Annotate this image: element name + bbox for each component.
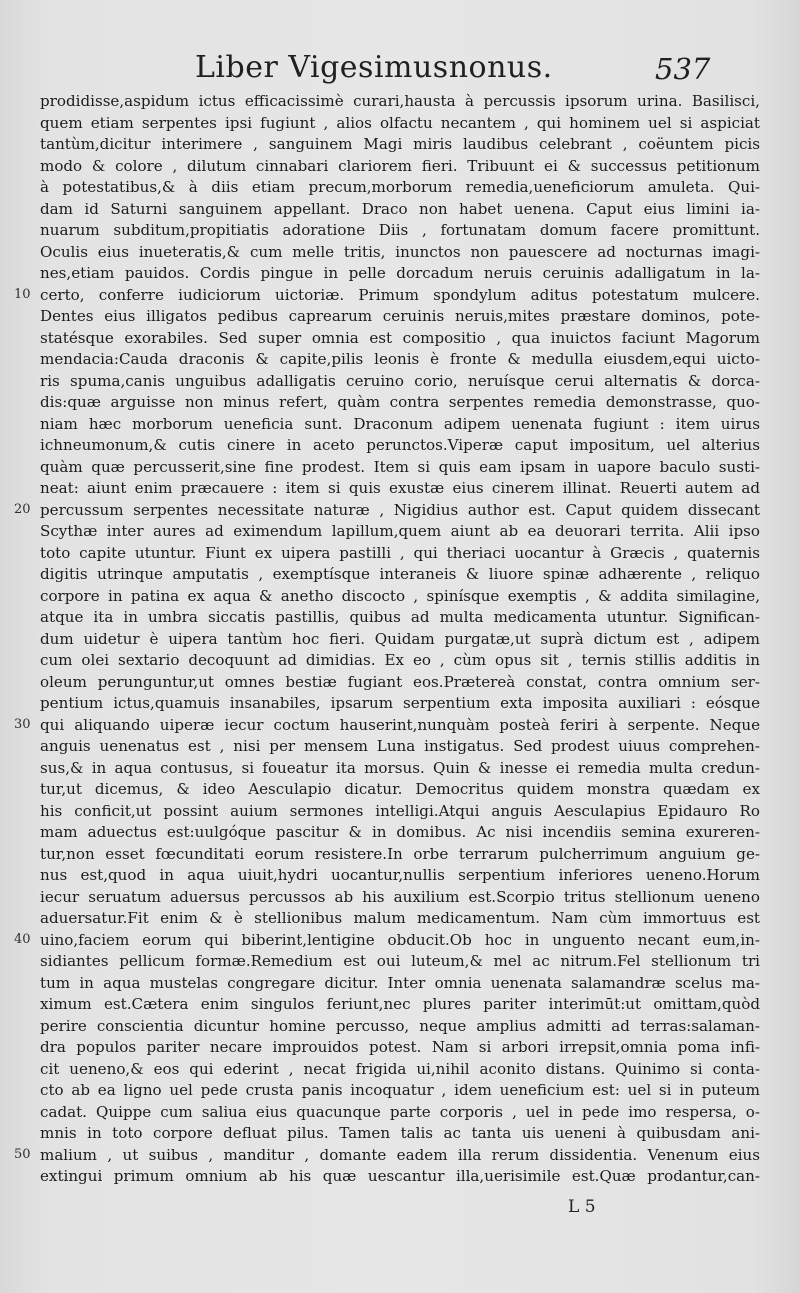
text-line: anguis uenenatus est , nisi per mensem Luna instigatus. Sed prodest uiuus comprehen- [40,737,760,755]
text-line: neat: aiunt enim præcauere : item si quis exustæ eius cinerem illinat. Reuerti autem ad [40,479,760,497]
text-line: sidiantes pellicum formæ.Remedium est oui luteum,& mel ac nitrum.Fel stellionum tri [40,952,760,970]
line-number: 10 [14,287,31,302]
page-number: 537 [655,52,711,86]
text-line: iecur seruatum aduersus percussos ab his auxilium est.Scorpio tritus stellionum ueneno [40,887,760,906]
text-line: cadat. Quippe cum saliua eius quacunque parte corporis , uel in pede imo respersa, o- [40,1102,760,1121]
running-head [0,50,800,94]
text-line: extingui primum omnium ab his quæ uescantur illa,uerisimile est.Quæ prodantur,can- [40,1167,760,1185]
text-line: digitis utrinque amputatis , exemptísque interaneis & liuore spinæ adhærente , reliquo [40,565,760,583]
text-line: mendacia:Cauda draconis & capite,pilis leonis è fronte & medulla eiusdem,equi uicto- [40,350,760,368]
text-line: Oculis eius inueteratis,& cum melle tritis, inunctos non pauescere ad nocturnas imagi- [40,242,760,261]
text-line: aduersatur.Fit enim & è stellionibus malum medicamentum. Nam cùm immortuus est [40,909,760,927]
text-line: sus,& in aqua contusus, si foueatur ita morsus. Quin & inesse ei remedia multa credun- [40,758,760,777]
line-number: 30 [14,717,31,732]
text-line: mnis in toto corpore defluat pilus. Tamen talis ac tanta uis ueneni à quibusdam ani- [40,1124,760,1142]
text-line: malium , ut suibus , manditur , domante eadem illa rerum dissidentia. Venenum eius [40,1145,760,1164]
text-line: dum uidetur è uipera tantùm hoc fieri. Quidam purgatæ,ut suprà dictum est , adipem [40,629,760,648]
text-line: toto capite utuntur. Fiunt ex uipera pastilli , qui theriaci uocantur à Græcis , quaternis [40,543,760,562]
text-line: his conficit,ut possint auium sermones intelligi.Atqui anguis Aesculapius Epidauro Ro [40,801,760,820]
text-line: cit ueneno,& eos qui ederint , necat frigida ui,nihil aconito distans. Quinimo si conta- [40,1059,760,1078]
line-number: 50 [14,1147,31,1162]
text-line: qui aliquando uiperæ iecur coctum hauserint,nunquàm posteà feriri à serpente. Neque [40,715,760,734]
text-line: dam id Saturni sanguinem appellant. Draco non habet uenena. Caput eius limini ia- [40,199,760,218]
text-line: quem etiam serpentes ipsi fugiunt , alios olfactu necantem , qui hominem uel si aspiciat [40,113,760,132]
text-line: tur,ut dicemus, & ideo Aesculapio dicatur. Democritus quidem monstra quædam ex [40,780,760,798]
text-line: mam aduectus est:uulgóque pascitur & in domibus. Ac nisi incendiis semina exureren- [40,823,760,841]
text-line: quàm quæ percusserit,sine fine prodest. Item si quis eam ipsam in uapore baculo susti- [40,457,760,476]
text-line: pentium ictus,quamuis insanabiles, ipsarum serpentium exta imposita auxiliari : eósque [40,694,760,712]
text-line: corpore in patina ex aqua & anetho discocto , spinísque exemptis , & addita similagine, [40,586,760,605]
text-line: tum in aqua mustelas congregare dicitur. Inter omnia uenenata salamandræ scelus ma- [40,973,760,992]
text-line: percussum serpentes necessitate naturæ , Nigidius author est. Caput quidem dissecant [40,500,760,519]
text-line: atque ita in umbra siccatis pastillis, quibus ad multa medicamenta utuntur. Significan- [40,608,760,626]
text-line: uino,faciem eorum qui biberint,lentigine obducit.Ob hoc in unguento necant eum,in- [40,930,760,949]
running-title: Liber Vigesimusnonus. [195,50,553,85]
text-line: Dentes eius illigatos pedibus caprearum ceruinis neruis,mites præstare dominos, pote- [40,307,760,325]
text-line: perire conscientia dicuntur homine percusso, neque amplius admitti ad terras:salaman- [40,1016,760,1035]
text-line: modo & colore , dilutum cinnabari clariorem fieri. Tribuunt ei & successus petitionum [40,156,760,175]
text-line: niam hæc morborum ueneficia sunt. Draconum adipem uenenata fugiunt : item uirus [40,414,760,433]
text-line: certo, conferre iudiciorum uictoriæ. Primum spondylum aditus potestatum mulcere. [40,285,760,304]
text-line: ichneumonum,& cutis cinere in aceto perunctos.Viperæ caput impositum, uel alterius [40,436,760,454]
signature-mark: L 5 [568,1197,596,1217]
text-line: nuarum subditum,propitiatis adoratione Diis , fortunatam domum facere promittunt. [40,221,760,239]
text-line: dra populos pariter necare improuidos potest. Nam si arbori irrepsit,omnia poma infi- [40,1038,760,1056]
text-line: statésque exorabiles. Sed super omnia est compositio , qua inuictos faciunt Magorum [40,328,760,347]
text-line: nus est,quod in aqua uiuit,hydri uocantur,nullis serpentium inferiores ueneno.Horum [40,866,760,884]
text-line: oleum perunguntur,ut omnes bestiæ fugiant eos.Prætereà constat, contra omnium ser- [40,672,760,691]
text-line: cum olei sextario decoquunt ad dimidias. Ex eo , cùm opus sit , ternis stillis additis in [40,651,760,669]
text-line: Scythæ inter aures ad eximendum lapillum,quem aiunt ab ea deuorari territa. Alii ipso [40,522,760,540]
text-line: à potestatibus,& à diis etiam precum,morborum remedia,ueneficiorum amuleta. Qui- [40,178,760,196]
text-line: ximum est.Cætera enim singulos feriunt,nec plures pariter interimūt:ut omittam,quòd [40,995,760,1013]
text-line: prodidisse,aspidum ictus efficacissimè curari,hausta à percussis ipsorum urina. Basilisci, [40,92,760,110]
text-line: dis:quæ arguisse non minus refert, quàm contra serpentes remedia demonstrasse, quo- [40,393,760,411]
line-number: 40 [14,932,31,947]
body-text [40,91,760,1188]
line-number: 20 [14,502,31,517]
text-line: cto ab ea ligno uel pede crusta panis incoquatur , idem ueneficium est: uel si in puteum [40,1081,760,1099]
text-line: tantùm,dicitur interimere , sanguinem Magi miris laudibus celebrant , coëuntem picis [40,135,760,153]
text-line: nes,etiam pauidos. Cordis pingue in pelle dorcadum neruis ceruinis adalligatum in la- [40,264,760,282]
text-line: ris spuma,canis unguibus adalligatis ceruino corio, neruísque cerui alternatis & dorca- [40,371,760,390]
text-line: tur,non esset fœcunditati eorum resistere.In orbe terrarum pulcherrimum anguium ge- [40,844,760,863]
